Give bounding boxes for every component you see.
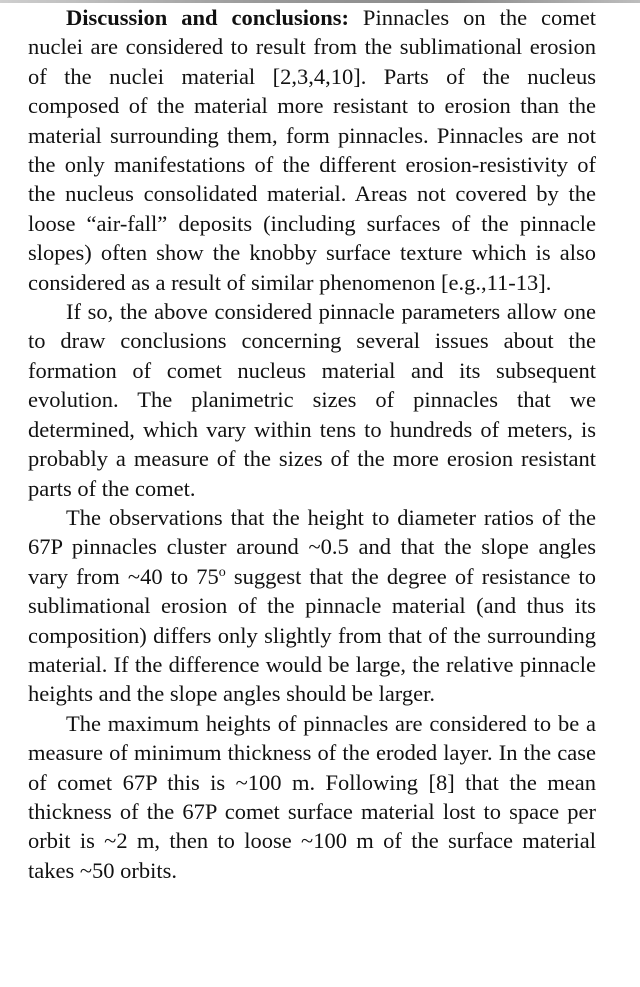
paragraph-4-text: The maximum heights of pinnacles are considered to be a measure of minimum thickness of the eroded layer. In the case of comet 67P this is ~100 m. Following [8] that the mean thickness of the 67P comet surface material lost to space per orbit is ~2 m, then to loose ~100 m of the surface material takes ~50 orbits. — [28, 710, 596, 883]
paragraph-discussion — [28, 3, 596, 297]
paragraph-3-text-after: suggest that the degree of resistance to sublimational erosion of the pinnacle material (and thus its composition) differs only slightly from that of the surrounding material. If the difference would be large, the relative pinnacle heights and the slope angles should be larger. — [28, 563, 596, 707]
paragraph-2 — [28, 297, 596, 503]
paragraph-4 — [28, 709, 596, 885]
paragraph-1-text: Pinnacles on the comet nuclei are considered to result from the sublimational erosion of the nuclei material [2,3,4,10]. Parts of the nucleus composed of the material more resistant to erosion than the material surrounding them, form pinnacles. Pinnacles are not the only manifestations of the different erosion-resistivity of the nucleus consolidated material. Areas not covered by the loose “air-fall” deposits (including surfaces of the pinnacle slopes) often show the knobby surface texture which is also considered as a result of similar phenomenon [e.g.,11-13]. — [28, 5, 596, 295]
paragraph-2-text: If so, the above considered pinnacle parameters allow one to draw conclusions concerning several issues about the formation of comet nucleus material and its subsequent evolution. The planimetric sizes of pinnacles that we determined, which vary within tens to hundreds of meters, is probably a measure of the sizes of the more erosion resistant parts of the comet. — [28, 299, 596, 501]
section-heading: Discussion and conclusions: — [66, 5, 349, 30]
paragraph-3-text-before: The observations that the height to diameter ratios of the 67P pinnacles cluster around ~0.5 and that the slope angles vary from ~40 to 75 — [28, 504, 596, 589]
degree-superscript: o — [218, 564, 226, 580]
paragraph-3 — [28, 503, 596, 709]
document-page — [28, 0, 596, 885]
